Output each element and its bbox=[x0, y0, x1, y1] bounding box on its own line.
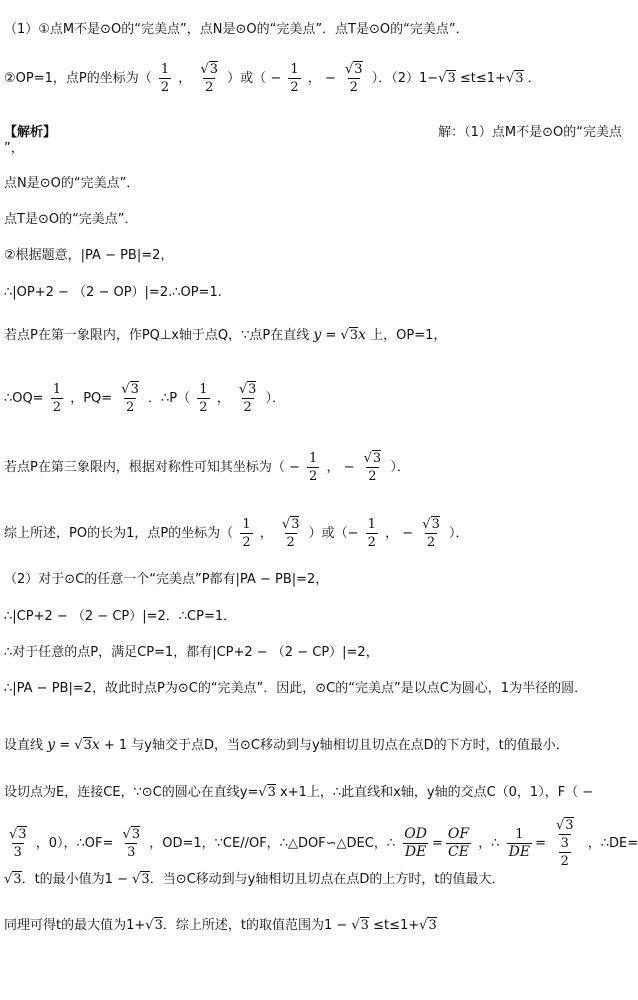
solution-line-d: 设直线 y = √3x + 1 与y轴交于点D，当⊙C移动到与y轴相切且切点在点D的下方时，t的值最小． bbox=[4, 737, 569, 753]
text: ②OP=1，点P的坐标为（ bbox=[4, 71, 152, 86]
solution-similar: $\frac{√3}{3}$ ，0），∴OF= $\frac{√3}{3}$ ，OD=1，∵CE//OF，∴△DOF∽△DEC，∴ $\frac{OD}{DE}$ = $\frac{OF}{CE}$ ，∴ $\frac{1}{DE}$ = $\frac{\frac{√3}{3}}{2}$ ，∴DE= bbox=[9, 818, 638, 869]
solution-oq-pq: ∴OQ= $\frac{1}{2}$ ，PQ= $\frac{√3}{2}$ ．∴P（ $\frac{1}{2}$ ， $\frac{√3}{2}$ ）． bbox=[4, 382, 286, 415]
sqrt3: √3 bbox=[438, 71, 456, 86]
solution-range: 同理可得t的最大值为1+√3．综上所述，t的取值范围为1 − √3 ≤t≤1+√3 bbox=[4, 918, 437, 933]
fraction-one-half: $\frac{1}{2}$ bbox=[160, 62, 170, 95]
fraction-root3-over-2: $\frac{√3}{2}$ bbox=[200, 62, 219, 95]
analysis-label: 【解析】 bbox=[4, 125, 57, 140]
fraction-root3-over-2: $\frac{√3}{2}$ bbox=[345, 62, 363, 95]
solution-summary-1: 综上所述，PO的长为1，点P的坐标为（ $\frac{1}{2}$ ， $\frac{√3}{2}$ ）或（− $\frac{1}{2}$ ， − $\frac{√3}{2}$ ）． bbox=[4, 517, 469, 550]
solution-line-2: ②根据题意，|PA − PB|=2， bbox=[4, 248, 174, 263]
solution-min: √3．t的最小值为1 − √3．当⊙C移动到与y轴相切且切点在点D的上方时，t的值最大． bbox=[4, 872, 505, 887]
answer-line-2: ②OP=1，点P的坐标为（ $\frac{1}{2}$ ， $\frac{√3}{2}$ ）或（ − $\frac{1}{2}$ ， − $\frac{√3}{2}$ ）．（2）1−√3 ≤t≤1+√3 ． bbox=[4, 62, 541, 95]
solution-line-t: 点T是⊙O的“完美点”． bbox=[4, 212, 138, 227]
fraction-one-half: $\frac{1}{2}$ bbox=[290, 62, 299, 95]
solution-part2-start: （2）对于⊙C的任意一个“完美点”P都有|PA − PB|=2， bbox=[4, 572, 329, 587]
analysis-label-line bbox=[4, 125, 624, 141]
solution-any-point: ∴对于任意的点P，满足CP=1，都有|CP+2 − （2 − CP）|=2， bbox=[4, 645, 379, 660]
solution-tail: ”， bbox=[4, 141, 24, 156]
answer-text: （1）①点M不是⊙O的“完美点”，点N是⊙O的“完美点”．点T是⊙O的“完美点”． bbox=[4, 22, 469, 37]
solution-third-quadrant: 若点P在第三象限内，根据对称性可知其坐标为（ − $\frac{1}{2}$ ， − $\frac{√3}{2}$ ）． bbox=[4, 451, 410, 484]
solution-tangent: 设切点为E，连接CE，∵⊙C的圆心在直线y=√3 x+1上，∴此直线和x轴，y轴的交点C（0，1），F（ − bbox=[4, 785, 594, 800]
solution-start: 解：（1）点M不是⊙O的“完美点 bbox=[438, 125, 622, 140]
solution-cp: ∴|CP+2 − （2 − CP）|=2．∴CP=1． bbox=[4, 609, 237, 624]
solution-line-n: 点N是⊙O的“完美点”． bbox=[4, 176, 140, 191]
solution-first-quadrant: 若点P在第一象限内，作PQ⊥x轴于点Q，∵点P在直线 y = √3x 上，OP=1， bbox=[4, 327, 447, 343]
answer-line-1 bbox=[4, 22, 469, 38]
sqrt3: √3 bbox=[505, 71, 524, 86]
solution-line-op: ∴|OP+2 − （2 − OP）|=2.∴OP=1. bbox=[4, 285, 222, 300]
solution-circle: ∴|PA − PB|=2，故此时点P为⊙C的“完美点”．因此，⊙C的“完美点”是以点C为圆心，1为半径的圆． bbox=[4, 681, 588, 696]
